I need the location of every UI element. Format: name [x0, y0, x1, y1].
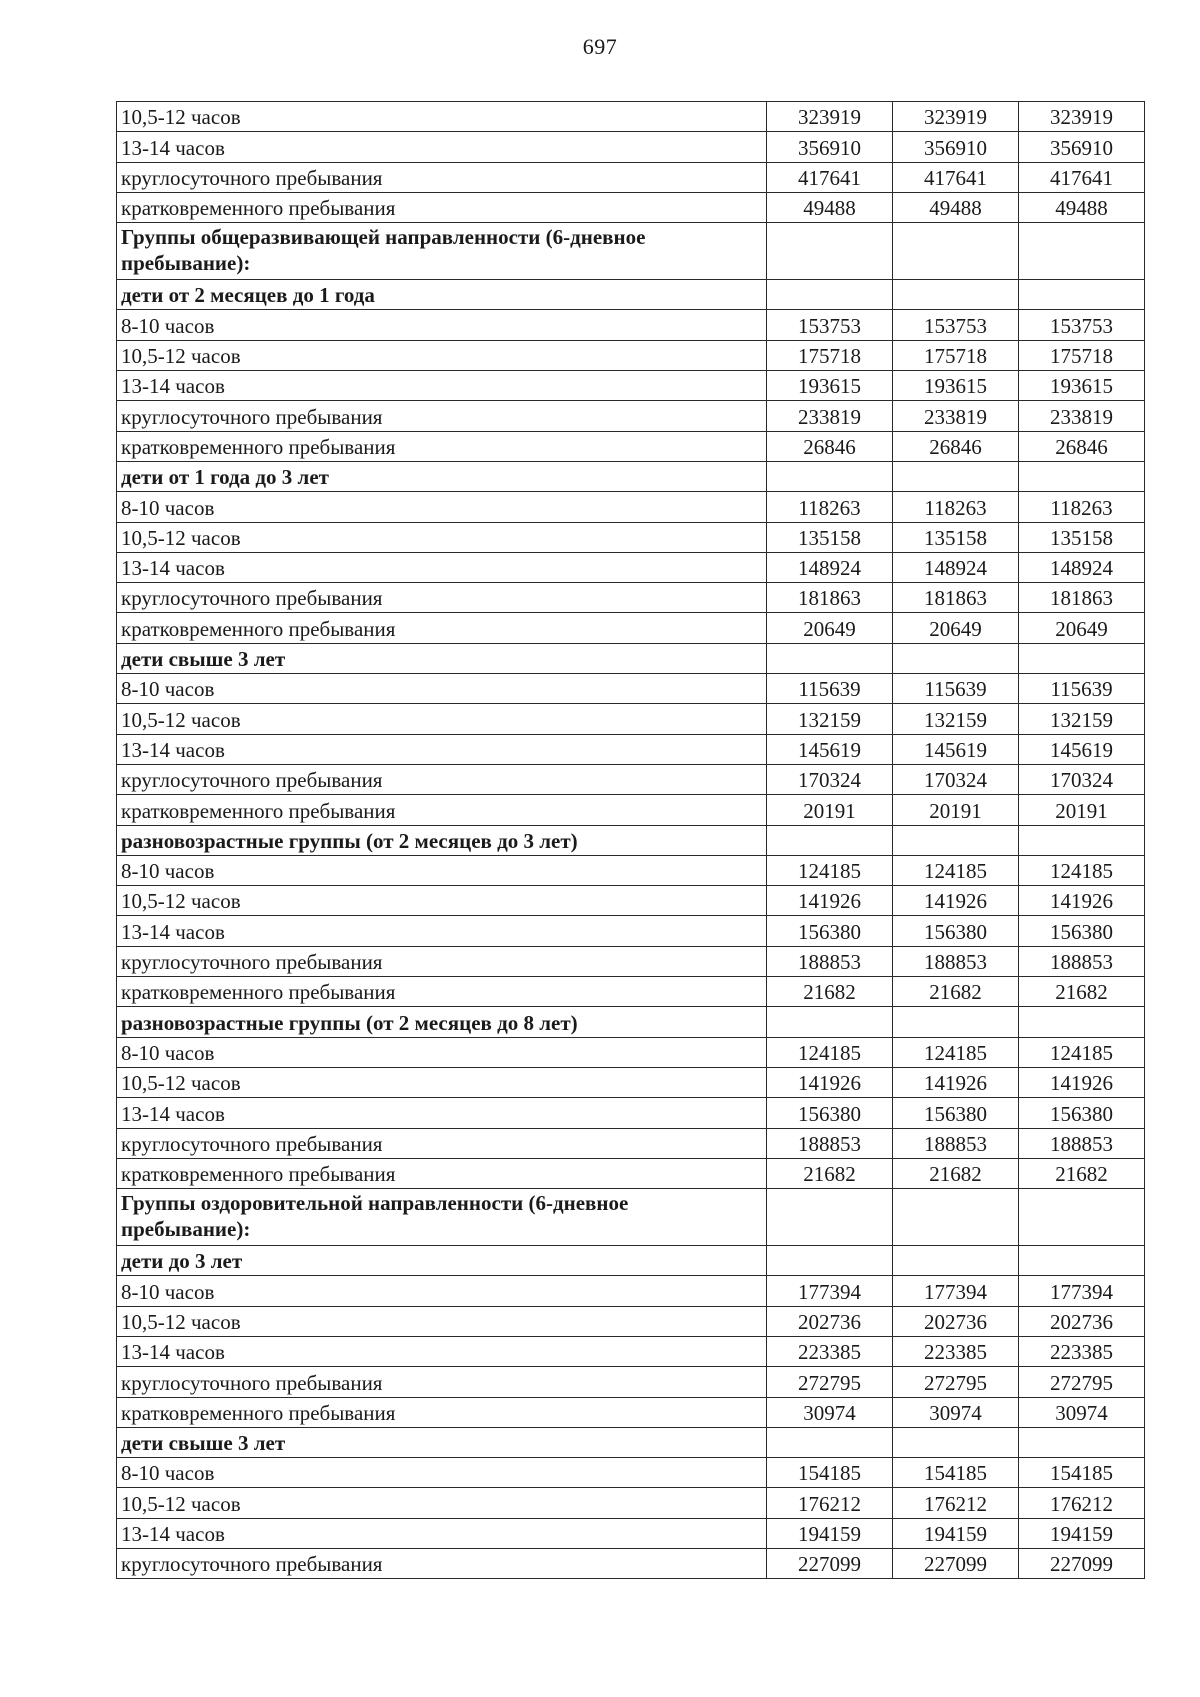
row-label: 10,5-12 часов — [117, 1067, 767, 1097]
value-cell: 176212 — [1019, 1488, 1145, 1518]
section-heading-label: Группы оздоровительной направленности (6-дневное пребывание): — [117, 1189, 767, 1246]
section-heading-row — [117, 1246, 1145, 1276]
row-label: круглосуточного пребывания — [117, 583, 767, 613]
value-cell: 26846 — [1019, 431, 1145, 461]
section-heading-label: дети до 3 лет — [117, 1246, 767, 1276]
value-cell: 148924 — [1019, 552, 1145, 582]
value-cell: 153753 — [767, 310, 893, 340]
value-cell — [1019, 1427, 1145, 1457]
row-label: 13-14 часов — [117, 1098, 767, 1128]
row-label: кратковременного пребывания — [117, 795, 767, 825]
table-row — [117, 102, 1145, 132]
value-cell — [767, 223, 893, 280]
table-row — [117, 1276, 1145, 1306]
table-row — [117, 522, 1145, 552]
section-heading-label: дети от 1 года до 3 лет — [117, 461, 767, 491]
table-row — [117, 1128, 1145, 1158]
value-cell — [893, 643, 1019, 673]
value-cell — [767, 1427, 893, 1457]
section-heading-row — [117, 825, 1145, 855]
section-heading-label: разновозрастные группы (от 2 месяцев до 3 лет) — [117, 825, 767, 855]
row-label: кратковременного пребывания — [117, 1158, 767, 1188]
table-row — [117, 855, 1145, 885]
section-heading-row — [117, 643, 1145, 673]
value-cell: 154185 — [1019, 1458, 1145, 1488]
value-cell: 141926 — [893, 886, 1019, 916]
row-label: 10,5-12 часов — [117, 886, 767, 916]
value-cell: 177394 — [767, 1276, 893, 1306]
value-cell: 115639 — [767, 674, 893, 704]
row-label: 8-10 часов — [117, 1037, 767, 1067]
value-cell: 141926 — [767, 886, 893, 916]
value-cell: 124185 — [893, 1037, 1019, 1067]
value-cell: 175718 — [1019, 340, 1145, 370]
value-cell — [767, 1007, 893, 1037]
table-row — [117, 613, 1145, 643]
value-cell: 181863 — [893, 583, 1019, 613]
value-cell: 132159 — [893, 704, 1019, 734]
value-cell: 141926 — [1019, 1067, 1145, 1097]
value-cell: 153753 — [893, 310, 1019, 340]
table-row — [117, 1518, 1145, 1548]
row-label: 8-10 часов — [117, 855, 767, 885]
value-cell: 20649 — [893, 613, 1019, 643]
value-cell: 194159 — [1019, 1518, 1145, 1548]
value-cell: 20649 — [767, 613, 893, 643]
table-row — [117, 1458, 1145, 1488]
value-cell: 223385 — [1019, 1336, 1145, 1366]
row-label: 13-14 часов — [117, 916, 767, 946]
row-label: кратковременного пребывания — [117, 613, 767, 643]
value-cell: 202736 — [893, 1306, 1019, 1336]
value-cell: 202736 — [767, 1306, 893, 1336]
value-cell: 176212 — [893, 1488, 1019, 1518]
value-cell: 132159 — [767, 704, 893, 734]
value-cell — [767, 461, 893, 491]
table-row — [117, 552, 1145, 582]
value-cell: 181863 — [1019, 583, 1145, 613]
value-cell: 188853 — [767, 1128, 893, 1158]
row-label: 13-14 часов — [117, 371, 767, 401]
section-heading-row — [117, 1189, 1145, 1246]
row-label: круглосуточного пребывания — [117, 1549, 767, 1579]
table-row — [117, 1367, 1145, 1397]
row-label: кратковременного пребывания — [117, 977, 767, 1007]
value-cell: 49488 — [1019, 192, 1145, 222]
value-cell: 20191 — [767, 795, 893, 825]
row-label: 10,5-12 часов — [117, 522, 767, 552]
value-cell: 176212 — [767, 1488, 893, 1518]
value-cell: 356910 — [893, 132, 1019, 162]
value-cell: 145619 — [767, 734, 893, 764]
value-cell: 118263 — [1019, 492, 1145, 522]
page-number: 697 — [582, 34, 618, 59]
value-cell — [1019, 223, 1145, 280]
value-cell: 181863 — [767, 583, 893, 613]
value-cell: 170324 — [893, 764, 1019, 794]
value-cell: 156380 — [893, 1098, 1019, 1128]
value-cell: 227099 — [767, 1549, 893, 1579]
table-row — [117, 1488, 1145, 1518]
table-row — [117, 371, 1145, 401]
value-cell: 193615 — [1019, 371, 1145, 401]
value-cell: 170324 — [767, 764, 893, 794]
section-heading-label: дети свыше 3 лет — [117, 643, 767, 673]
value-cell: 194159 — [893, 1518, 1019, 1548]
row-label: 8-10 часов — [117, 674, 767, 704]
tariff-table — [116, 101, 1145, 1579]
value-cell: 356910 — [1019, 132, 1145, 162]
value-cell: 170324 — [1019, 764, 1145, 794]
value-cell: 132159 — [1019, 704, 1145, 734]
table-row — [117, 192, 1145, 222]
table-row — [117, 946, 1145, 976]
value-cell: 26846 — [767, 431, 893, 461]
row-label: кратковременного пребывания — [117, 1397, 767, 1427]
value-cell: 356910 — [767, 132, 893, 162]
value-cell — [893, 1189, 1019, 1246]
value-cell — [1019, 461, 1145, 491]
value-cell: 49488 — [893, 192, 1019, 222]
table-row — [117, 1306, 1145, 1336]
row-label: 13-14 часов — [117, 1336, 767, 1366]
value-cell: 141926 — [767, 1067, 893, 1097]
value-cell: 177394 — [1019, 1276, 1145, 1306]
value-cell: 188853 — [1019, 946, 1145, 976]
value-cell: 124185 — [893, 855, 1019, 885]
value-cell: 233819 — [893, 401, 1019, 431]
value-cell: 20191 — [1019, 795, 1145, 825]
value-cell: 153753 — [1019, 310, 1145, 340]
value-cell: 272795 — [893, 1367, 1019, 1397]
value-cell: 233819 — [1019, 401, 1145, 431]
value-cell — [1019, 1246, 1145, 1276]
value-cell: 156380 — [1019, 916, 1145, 946]
table-row — [117, 704, 1145, 734]
value-cell: 233819 — [767, 401, 893, 431]
table-row — [117, 764, 1145, 794]
row-label: кратковременного пребывания — [117, 192, 767, 222]
tariff-table-body — [117, 102, 1145, 1579]
table-row — [117, 132, 1145, 162]
value-cell: 417641 — [1019, 162, 1145, 192]
value-cell — [893, 1007, 1019, 1037]
section-heading-row — [117, 223, 1145, 280]
value-cell — [893, 280, 1019, 310]
value-cell: 118263 — [767, 492, 893, 522]
row-label: круглосуточного пребывания — [117, 764, 767, 794]
table-row — [117, 1158, 1145, 1188]
table-row — [117, 916, 1145, 946]
row-label: 13-14 часов — [117, 552, 767, 582]
value-cell: 175718 — [767, 340, 893, 370]
value-cell: 21682 — [767, 1158, 893, 1188]
value-cell: 135158 — [767, 522, 893, 552]
value-cell — [893, 223, 1019, 280]
value-cell: 202736 — [1019, 1306, 1145, 1336]
value-cell: 141926 — [893, 1067, 1019, 1097]
row-label: 8-10 часов — [117, 1458, 767, 1488]
value-cell: 417641 — [893, 162, 1019, 192]
value-cell: 223385 — [893, 1336, 1019, 1366]
value-cell: 272795 — [1019, 1367, 1145, 1397]
value-cell: 21682 — [1019, 1158, 1145, 1188]
section-heading-label: разновозрастные группы (от 2 месяцев до 8 лет) — [117, 1007, 767, 1037]
value-cell: 145619 — [1019, 734, 1145, 764]
value-cell: 156380 — [893, 916, 1019, 946]
table-row — [117, 734, 1145, 764]
value-cell: 272795 — [767, 1367, 893, 1397]
value-cell: 141926 — [1019, 886, 1145, 916]
value-cell — [1019, 825, 1145, 855]
value-cell: 135158 — [1019, 522, 1145, 552]
value-cell: 148924 — [767, 552, 893, 582]
table-row — [117, 492, 1145, 522]
value-cell — [893, 825, 1019, 855]
section-heading-row — [117, 1427, 1145, 1457]
value-cell: 124185 — [1019, 1037, 1145, 1067]
value-cell: 21682 — [1019, 977, 1145, 1007]
value-cell: 21682 — [767, 977, 893, 1007]
table-row — [117, 1067, 1145, 1097]
value-cell: 148924 — [893, 552, 1019, 582]
value-cell: 20649 — [1019, 613, 1145, 643]
section-heading-label: дети от 2 месяцев до 1 года — [117, 280, 767, 310]
value-cell — [893, 1246, 1019, 1276]
table-row — [117, 674, 1145, 704]
row-label: 10,5-12 часов — [117, 102, 767, 132]
section-heading-row — [117, 1007, 1145, 1037]
value-cell: 135158 — [893, 522, 1019, 552]
value-cell: 323919 — [893, 102, 1019, 132]
value-cell: 49488 — [767, 192, 893, 222]
row-label: 13-14 часов — [117, 734, 767, 764]
value-cell: 417641 — [767, 162, 893, 192]
value-cell: 156380 — [767, 916, 893, 946]
row-label: 13-14 часов — [117, 132, 767, 162]
table-row — [117, 162, 1145, 192]
row-label: круглосуточного пребывания — [117, 1128, 767, 1158]
value-cell: 115639 — [1019, 674, 1145, 704]
table-row — [117, 1098, 1145, 1128]
value-cell: 188853 — [1019, 1128, 1145, 1158]
row-label: 13-14 часов — [117, 1518, 767, 1548]
value-cell — [767, 1189, 893, 1246]
section-heading-label: дети свыше 3 лет — [117, 1427, 767, 1457]
row-label: 8-10 часов — [117, 310, 767, 340]
table-row — [117, 1397, 1145, 1427]
value-cell: 21682 — [893, 977, 1019, 1007]
value-cell: 20191 — [893, 795, 1019, 825]
value-cell: 193615 — [893, 371, 1019, 401]
value-cell: 175718 — [893, 340, 1019, 370]
value-cell: 156380 — [767, 1098, 893, 1128]
table-row — [117, 1549, 1145, 1579]
table-row — [117, 795, 1145, 825]
value-cell — [767, 825, 893, 855]
row-label: 10,5-12 часов — [117, 704, 767, 734]
value-cell: 124185 — [1019, 855, 1145, 885]
value-cell: 323919 — [1019, 102, 1145, 132]
value-cell — [893, 461, 1019, 491]
value-cell: 227099 — [1019, 1549, 1145, 1579]
value-cell: 21682 — [893, 1158, 1019, 1188]
table-row — [117, 583, 1145, 613]
value-cell: 154185 — [767, 1458, 893, 1488]
value-cell: 118263 — [893, 492, 1019, 522]
value-cell: 145619 — [893, 734, 1019, 764]
row-label: 10,5-12 часов — [117, 1488, 767, 1518]
value-cell — [1019, 280, 1145, 310]
value-cell: 156380 — [1019, 1098, 1145, 1128]
table-row — [117, 1037, 1145, 1067]
row-label: 10,5-12 часов — [117, 340, 767, 370]
value-cell: 194159 — [767, 1518, 893, 1548]
row-label: круглосуточного пребывания — [117, 946, 767, 976]
value-cell: 115639 — [893, 674, 1019, 704]
row-label: круглосуточного пребывания — [117, 1367, 767, 1397]
table-row — [117, 340, 1145, 370]
value-cell — [1019, 643, 1145, 673]
value-cell: 124185 — [767, 1037, 893, 1067]
value-cell: 227099 — [893, 1549, 1019, 1579]
value-cell — [767, 1246, 893, 1276]
row-label: 10,5-12 часов — [117, 1306, 767, 1336]
value-cell: 223385 — [767, 1336, 893, 1366]
value-cell: 188853 — [893, 1128, 1019, 1158]
value-cell — [767, 643, 893, 673]
section-heading-label: Группы общеразвивающей направленности (6-дневное пребывание): — [117, 223, 767, 280]
value-cell: 30974 — [1019, 1397, 1145, 1427]
value-cell: 323919 — [767, 102, 893, 132]
value-cell: 193615 — [767, 371, 893, 401]
value-cell — [893, 1427, 1019, 1457]
value-cell: 154185 — [893, 1458, 1019, 1488]
value-cell: 188853 — [893, 946, 1019, 976]
value-cell: 30974 — [893, 1397, 1019, 1427]
table-row — [117, 977, 1145, 1007]
row-label: круглосуточного пребывания — [117, 401, 767, 431]
table-row — [117, 431, 1145, 461]
row-label: 8-10 часов — [117, 1276, 767, 1306]
table-row — [117, 886, 1145, 916]
row-label: круглосуточного пребывания — [117, 162, 767, 192]
value-cell — [767, 280, 893, 310]
row-label: 8-10 часов — [117, 492, 767, 522]
value-cell — [1019, 1007, 1145, 1037]
table-row — [117, 1336, 1145, 1366]
row-label: кратковременного пребывания — [117, 431, 767, 461]
value-cell: 177394 — [893, 1276, 1019, 1306]
table-row — [117, 310, 1145, 340]
value-cell: 30974 — [767, 1397, 893, 1427]
section-heading-row — [117, 280, 1145, 310]
value-cell: 188853 — [767, 946, 893, 976]
table-row — [117, 401, 1145, 431]
value-cell: 26846 — [893, 431, 1019, 461]
section-heading-row — [117, 461, 1145, 491]
value-cell: 124185 — [767, 855, 893, 885]
value-cell — [1019, 1189, 1145, 1246]
